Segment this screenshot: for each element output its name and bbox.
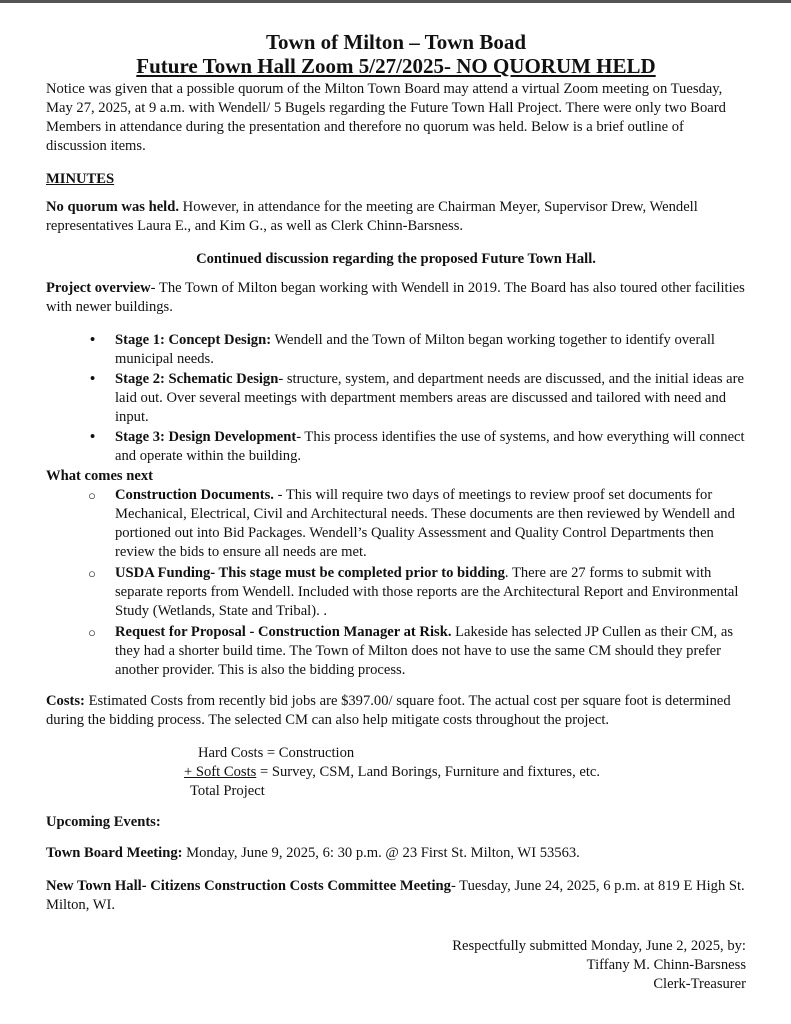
quorum-text: However, in attendance for the meeting are Chairman Meyer, Supervisor Drew, Wendell representatives Laura E., and Kim G., as well as Clerk Chinn-Barsness. xyxy=(46,199,698,234)
list-item xyxy=(88,564,746,621)
list-item xyxy=(90,370,746,427)
costs-paragraph xyxy=(46,692,746,730)
next-text: . There are 27 forms to submit with separate reports from Wendell. Included with those reports are the Architectural Report and Environmental Study (Wetlands, State and Tribal). . xyxy=(115,565,739,619)
costs-breakdown xyxy=(184,744,746,801)
next-text: - This will require two days of meetings to review proof set documents for Mechanical, Electrical, Civil and Architectural needs. These documents are then reviewed by Wendell and portioned out into Bid Packages. Wendell’s Quality Assessment and Quality Control Departments then review the bids to ensure all needs are met. xyxy=(115,487,735,560)
soft-costs-label: + Soft Costs xyxy=(184,764,257,780)
event-lead: New Town Hall- Citizens Construction Costs Committee Meeting xyxy=(46,878,451,894)
document-subtitle: Future Town Hall Zoom 5/27/2025- NO QUORUM HELD xyxy=(136,54,656,78)
signature-name: Tiffany M. Chinn-Barsness xyxy=(586,957,746,973)
event-text: - Tuesday, June 24, 2025, 6 p.m. at 819 E High St. Milton, WI. xyxy=(46,878,745,913)
overview-lead: Project overview xyxy=(46,280,151,296)
signature-block xyxy=(46,937,746,994)
stage-text: Wendell and the Town of Milton began working together to identify overall municipal needs. xyxy=(115,332,715,367)
costs-text: Estimated Costs from recently bid jobs are $397.00/ square foot. The actual cost per square foot is determined during the bidding process. The selected CM can also help mitigate costs throughout the project. xyxy=(46,693,731,728)
soft-costs-line xyxy=(184,763,746,782)
event-town-board xyxy=(46,844,746,863)
next-lead: Construction Documents. xyxy=(115,487,274,503)
bullet-icon: • xyxy=(90,429,96,445)
overview-text: - The Town of Milton began working with Wendell in 2019. The Board has also toured other facilities with newer buildings. xyxy=(46,280,745,315)
intro-paragraph: Notice was given that a possible quorum of the Milton Town Board may attend a virtual Zoom meeting on Tuesday, May 27, 2025, at 9 a.m. with Wendell/ 5 Bugels regarding the Future Town Hall Project. There were only two Board Members in attendance during the presentation and therefore no quorum was held. Below is a brief outline of discussion items. xyxy=(46,81,726,154)
circle-bullet-icon: ○ xyxy=(88,566,96,581)
circle-bullet-icon: ○ xyxy=(88,625,96,640)
document-page xyxy=(46,30,746,994)
bullet-icon: • xyxy=(90,332,96,348)
stages-list xyxy=(46,331,746,466)
next-lead: Request for Proposal - Construction Manager at Risk. xyxy=(115,624,452,640)
total-project-line: Total Project xyxy=(190,783,265,799)
scan-edge xyxy=(0,0,791,3)
stage-text: - This process identifies the use of systems, and how everything will connect and operate within the building. xyxy=(115,429,745,464)
stage-text: - structure, system, and department needs are discussed, and the initial ideas are laid out. Over several meetings with department members areas are discussed and tailored with need and input. xyxy=(115,371,744,425)
quorum-lead: No quorum was held. xyxy=(46,199,179,215)
document-title: Town of Milton – Town Boad xyxy=(265,30,527,54)
next-list xyxy=(46,486,746,680)
costs-lead: Costs: xyxy=(46,693,85,709)
discussion-heading: Continued discussion regarding the proposed Future Town Hall. xyxy=(196,251,596,267)
stage-lead: Stage 1: Concept Design: xyxy=(115,332,272,348)
stage-lead: Stage 2: Schematic Design xyxy=(115,371,279,387)
event-text: Monday, June 9, 2025, 6: 30 p.m. @ 23 First St. Milton, WI 53563. xyxy=(182,845,580,861)
hard-costs-line: Hard Costs = Construction xyxy=(198,745,355,761)
what-next-heading: What comes next xyxy=(46,468,154,484)
list-item xyxy=(88,486,746,562)
stage-lead: Stage 3: Design Development xyxy=(115,429,297,445)
list-item xyxy=(88,623,746,680)
soft-costs-text: = Survey, CSM, Land Borings, Furniture and fixtures, etc. xyxy=(256,764,601,780)
circle-bullet-icon: ○ xyxy=(88,488,96,503)
quorum-paragraph xyxy=(46,198,746,236)
list-item xyxy=(90,428,746,466)
signature-title: Clerk-Treasurer xyxy=(653,976,746,992)
signature-line1: Respectfully submitted Monday, June 2, 2025, by: xyxy=(452,938,746,954)
minutes-heading: MINUTES xyxy=(46,171,115,187)
next-text: Lakeside has selected JP Cullen as their CM, as they had a shorter build time. The Town of Milton does not have to use the same CM should they prefer another provider. This is also the bidding process. xyxy=(115,624,734,678)
next-lead: USDA Funding- This stage must be completed prior to bidding xyxy=(115,565,505,581)
bullet-icon: • xyxy=(90,371,96,387)
event-lead: Town Board Meeting: xyxy=(46,845,183,861)
event-citizens-committee xyxy=(46,877,746,915)
overview-paragraph xyxy=(46,279,746,317)
list-item xyxy=(90,331,746,369)
upcoming-heading: Upcoming Events: xyxy=(46,814,161,830)
